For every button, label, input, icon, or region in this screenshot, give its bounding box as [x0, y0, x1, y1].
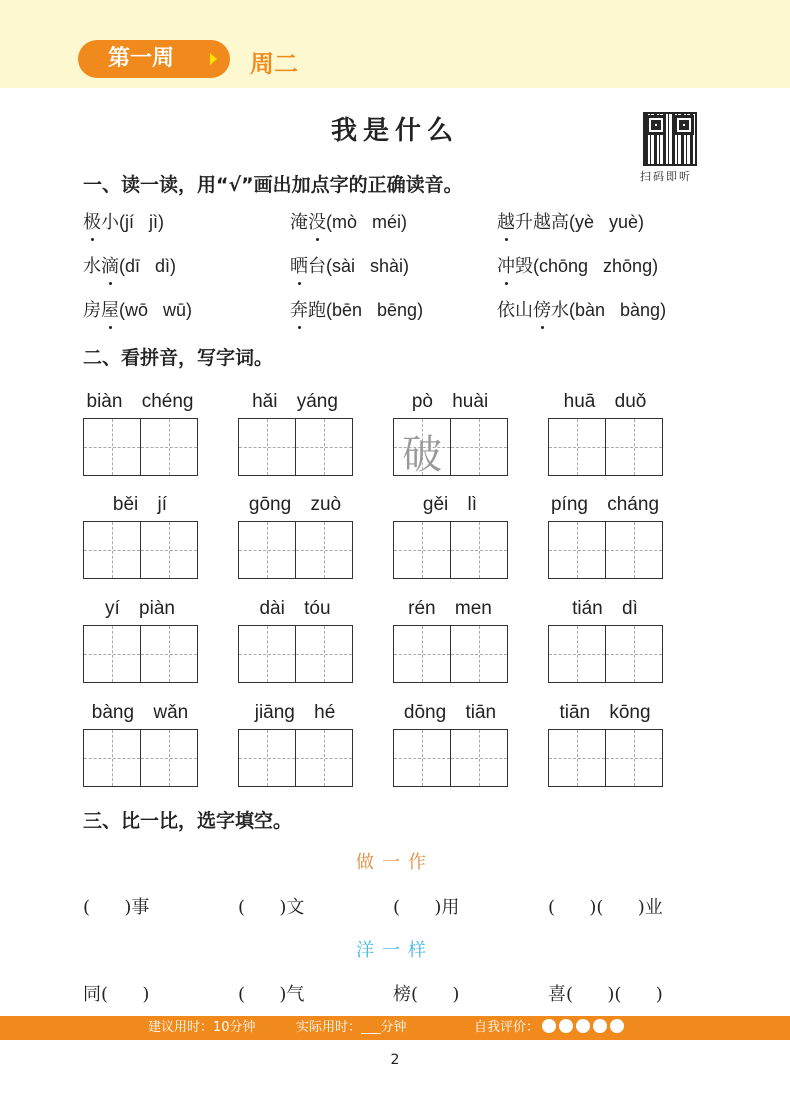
reading-item[interactable]: [497, 296, 666, 322]
pinyin-label: pò huài: [411, 391, 489, 412]
writing-box[interactable]: [84, 626, 141, 682]
writing-box[interactable]: [549, 730, 606, 786]
pinyin-label: gěi lì: [422, 494, 478, 515]
writing-box[interactable]: [451, 626, 507, 682]
pinyin-options[interactable]: (chōng zhōng): [533, 256, 659, 276]
writing-box-pair[interactable]: [238, 521, 353, 579]
writing-box[interactable]: [606, 522, 662, 578]
qr-code-icon[interactable]: [643, 112, 697, 166]
pinyin-label: dōng tiān: [403, 702, 497, 723]
fill-blank[interactable]: ( )用: [393, 897, 460, 918]
writing-box[interactable]: [451, 730, 507, 786]
writing-box-pair[interactable]: [83, 729, 198, 787]
writing-box[interactable]: [296, 419, 352, 475]
pinyin-label: dài tóu: [259, 598, 331, 619]
char: 极: [83, 208, 101, 234]
char: 没: [308, 208, 326, 234]
writing-box[interactable]: [394, 730, 451, 786]
char: 依: [497, 300, 515, 321]
actual-time: 实际用时：___分钟: [296, 1020, 407, 1035]
flower-rating-icon[interactable]: [576, 1019, 590, 1033]
fill-blank[interactable]: ( )事: [83, 897, 150, 918]
writing-box[interactable]: [141, 419, 197, 475]
char: 跑: [308, 300, 326, 321]
char: 傍: [533, 296, 551, 322]
pinyin-label: tián dì: [572, 598, 638, 619]
char: 升: [515, 212, 533, 233]
writing-box-pair[interactable]: [83, 418, 198, 476]
pinyin-label: yí piàn: [105, 598, 175, 619]
self-evaluation: [474, 1016, 624, 1040]
pinyin-options[interactable]: (bàn bàng): [569, 300, 667, 320]
char: 冲: [497, 252, 515, 278]
writing-box[interactable]: [239, 626, 296, 682]
compare-pair: 做一作: [356, 852, 434, 873]
suggested-time: 建议用时：10分钟: [148, 1020, 256, 1035]
char: 屋: [101, 296, 119, 322]
footer-bar: [0, 1016, 790, 1040]
writing-box[interactable]: [141, 626, 197, 682]
char: 滴: [101, 252, 119, 278]
flower-rating-icon[interactable]: [542, 1019, 556, 1033]
writing-box[interactable]: [239, 522, 296, 578]
writing-box[interactable]: [239, 730, 296, 786]
writing-box[interactable]: [394, 419, 451, 478]
writing-box-pair[interactable]: [83, 521, 198, 579]
fill-blank[interactable]: 喜( )( ): [548, 984, 663, 1005]
pinyin-options[interactable]: (wō wū): [119, 300, 193, 320]
flower-rating-icon[interactable]: [610, 1019, 624, 1033]
reading-item[interactable]: [497, 208, 644, 234]
char: 毁: [515, 256, 533, 277]
writing-box[interactable]: [606, 626, 662, 682]
reading-item[interactable]: [83, 208, 164, 234]
writing-box[interactable]: [549, 626, 606, 682]
pinyin-options[interactable]: (bēn bēng): [326, 300, 424, 320]
char: 越: [533, 212, 551, 233]
page-title: 我是什么: [330, 116, 459, 146]
pinyin-label: bàng wǎn: [91, 702, 189, 723]
pinyin-label: běi jí: [112, 494, 168, 515]
char: 高: [551, 212, 569, 233]
char: 晒: [290, 252, 308, 278]
writing-box-pair[interactable]: [83, 625, 198, 683]
fill-blank[interactable]: ( )气: [238, 984, 305, 1005]
section1-heading: 一、读一读，用“√”画出加点字的正确读音。: [83, 174, 463, 196]
pinyin-options[interactable]: (jí jì): [119, 212, 164, 232]
writing-box-pair[interactable]: [393, 418, 508, 476]
pinyin-label: rén men: [408, 598, 492, 619]
flower-rating-icon[interactable]: [559, 1019, 573, 1033]
reading-item[interactable]: [290, 208, 407, 234]
writing-box[interactable]: [84, 522, 141, 578]
pinyin-label: biàn chéng: [86, 391, 194, 412]
char: 淹: [290, 212, 308, 233]
arrow-right-icon: [210, 53, 217, 65]
writing-box[interactable]: [296, 522, 352, 578]
fill-blank[interactable]: ( )( )业: [548, 897, 663, 918]
writing-box[interactable]: [549, 522, 606, 578]
writing-box[interactable]: [141, 730, 197, 786]
pinyin-label: píng cháng: [550, 494, 660, 515]
fill-blank[interactable]: ( )文: [238, 897, 305, 918]
writing-box[interactable]: [394, 522, 451, 578]
writing-box[interactable]: [296, 626, 352, 682]
char: 小: [101, 212, 119, 233]
day-label: 周二: [250, 50, 298, 78]
writing-box-pair[interactable]: [548, 418, 663, 476]
writing-box[interactable]: [451, 419, 507, 475]
reading-item[interactable]: [83, 252, 176, 278]
pinyin-label: gōng zuò: [248, 494, 342, 515]
pinyin-label: hǎi yáng: [252, 391, 338, 412]
week-badge: 第一周: [78, 40, 230, 78]
char: 台: [308, 256, 326, 277]
self-eval-label: 自我评价：: [474, 1020, 540, 1035]
flower-rating-icon[interactable]: [593, 1019, 607, 1033]
writing-box[interactable]: [549, 419, 606, 475]
page-number: 2: [390, 1052, 400, 1068]
writing-box-pair[interactable]: [238, 729, 353, 787]
reading-item[interactable]: [497, 252, 658, 278]
sample-char: 破: [402, 432, 442, 478]
pinyin-options[interactable]: (sài shài): [326, 256, 410, 276]
compare-pair: 洋一样: [356, 940, 434, 961]
char: 水: [83, 256, 101, 277]
pinyin-label: huā duǒ: [563, 391, 647, 412]
writing-box-pair[interactable]: [393, 729, 508, 787]
writing-box[interactable]: [606, 730, 662, 786]
char: 山: [515, 300, 533, 321]
writing-box-pair[interactable]: [548, 625, 663, 683]
writing-box[interactable]: [606, 419, 662, 475]
qr-label: 扫码即听: [640, 170, 692, 183]
writing-box[interactable]: [84, 730, 141, 786]
reading-item[interactable]: [290, 296, 423, 322]
char: 越: [497, 208, 515, 234]
writing-box-pair[interactable]: [238, 625, 353, 683]
section3-heading: 三、比一比，选字填空。: [83, 810, 293, 832]
fill-blank[interactable]: 同( ): [83, 984, 150, 1005]
writing-box[interactable]: [296, 730, 352, 786]
char: 奔: [290, 296, 308, 322]
pinyin-label: tiān kōng: [559, 702, 651, 723]
reading-item[interactable]: [290, 252, 409, 278]
writing-box-pair[interactable]: [393, 625, 508, 683]
section2-heading: 二、看拼音，写字词。: [83, 347, 274, 369]
char: 房: [83, 300, 101, 321]
writing-box-pair[interactable]: [548, 729, 663, 787]
writing-box-pair[interactable]: [238, 418, 353, 476]
writing-box-pair[interactable]: [548, 521, 663, 579]
pinyin-label: jiāng hé: [254, 702, 336, 723]
char: 水: [551, 300, 569, 321]
writing-box[interactable]: [239, 419, 296, 475]
writing-box[interactable]: [394, 626, 451, 682]
writing-box-pair[interactable]: [393, 521, 508, 579]
writing-box[interactable]: [451, 522, 507, 578]
fill-blank[interactable]: 榜( ): [393, 984, 460, 1005]
pinyin-options[interactable]: (dī dì): [119, 256, 177, 276]
pinyin-options[interactable]: (yè yuè): [569, 212, 645, 232]
pinyin-options[interactable]: (mò méi): [326, 212, 407, 232]
writing-box[interactable]: [141, 522, 197, 578]
reading-item[interactable]: [83, 296, 192, 322]
writing-box[interactable]: [84, 419, 141, 475]
